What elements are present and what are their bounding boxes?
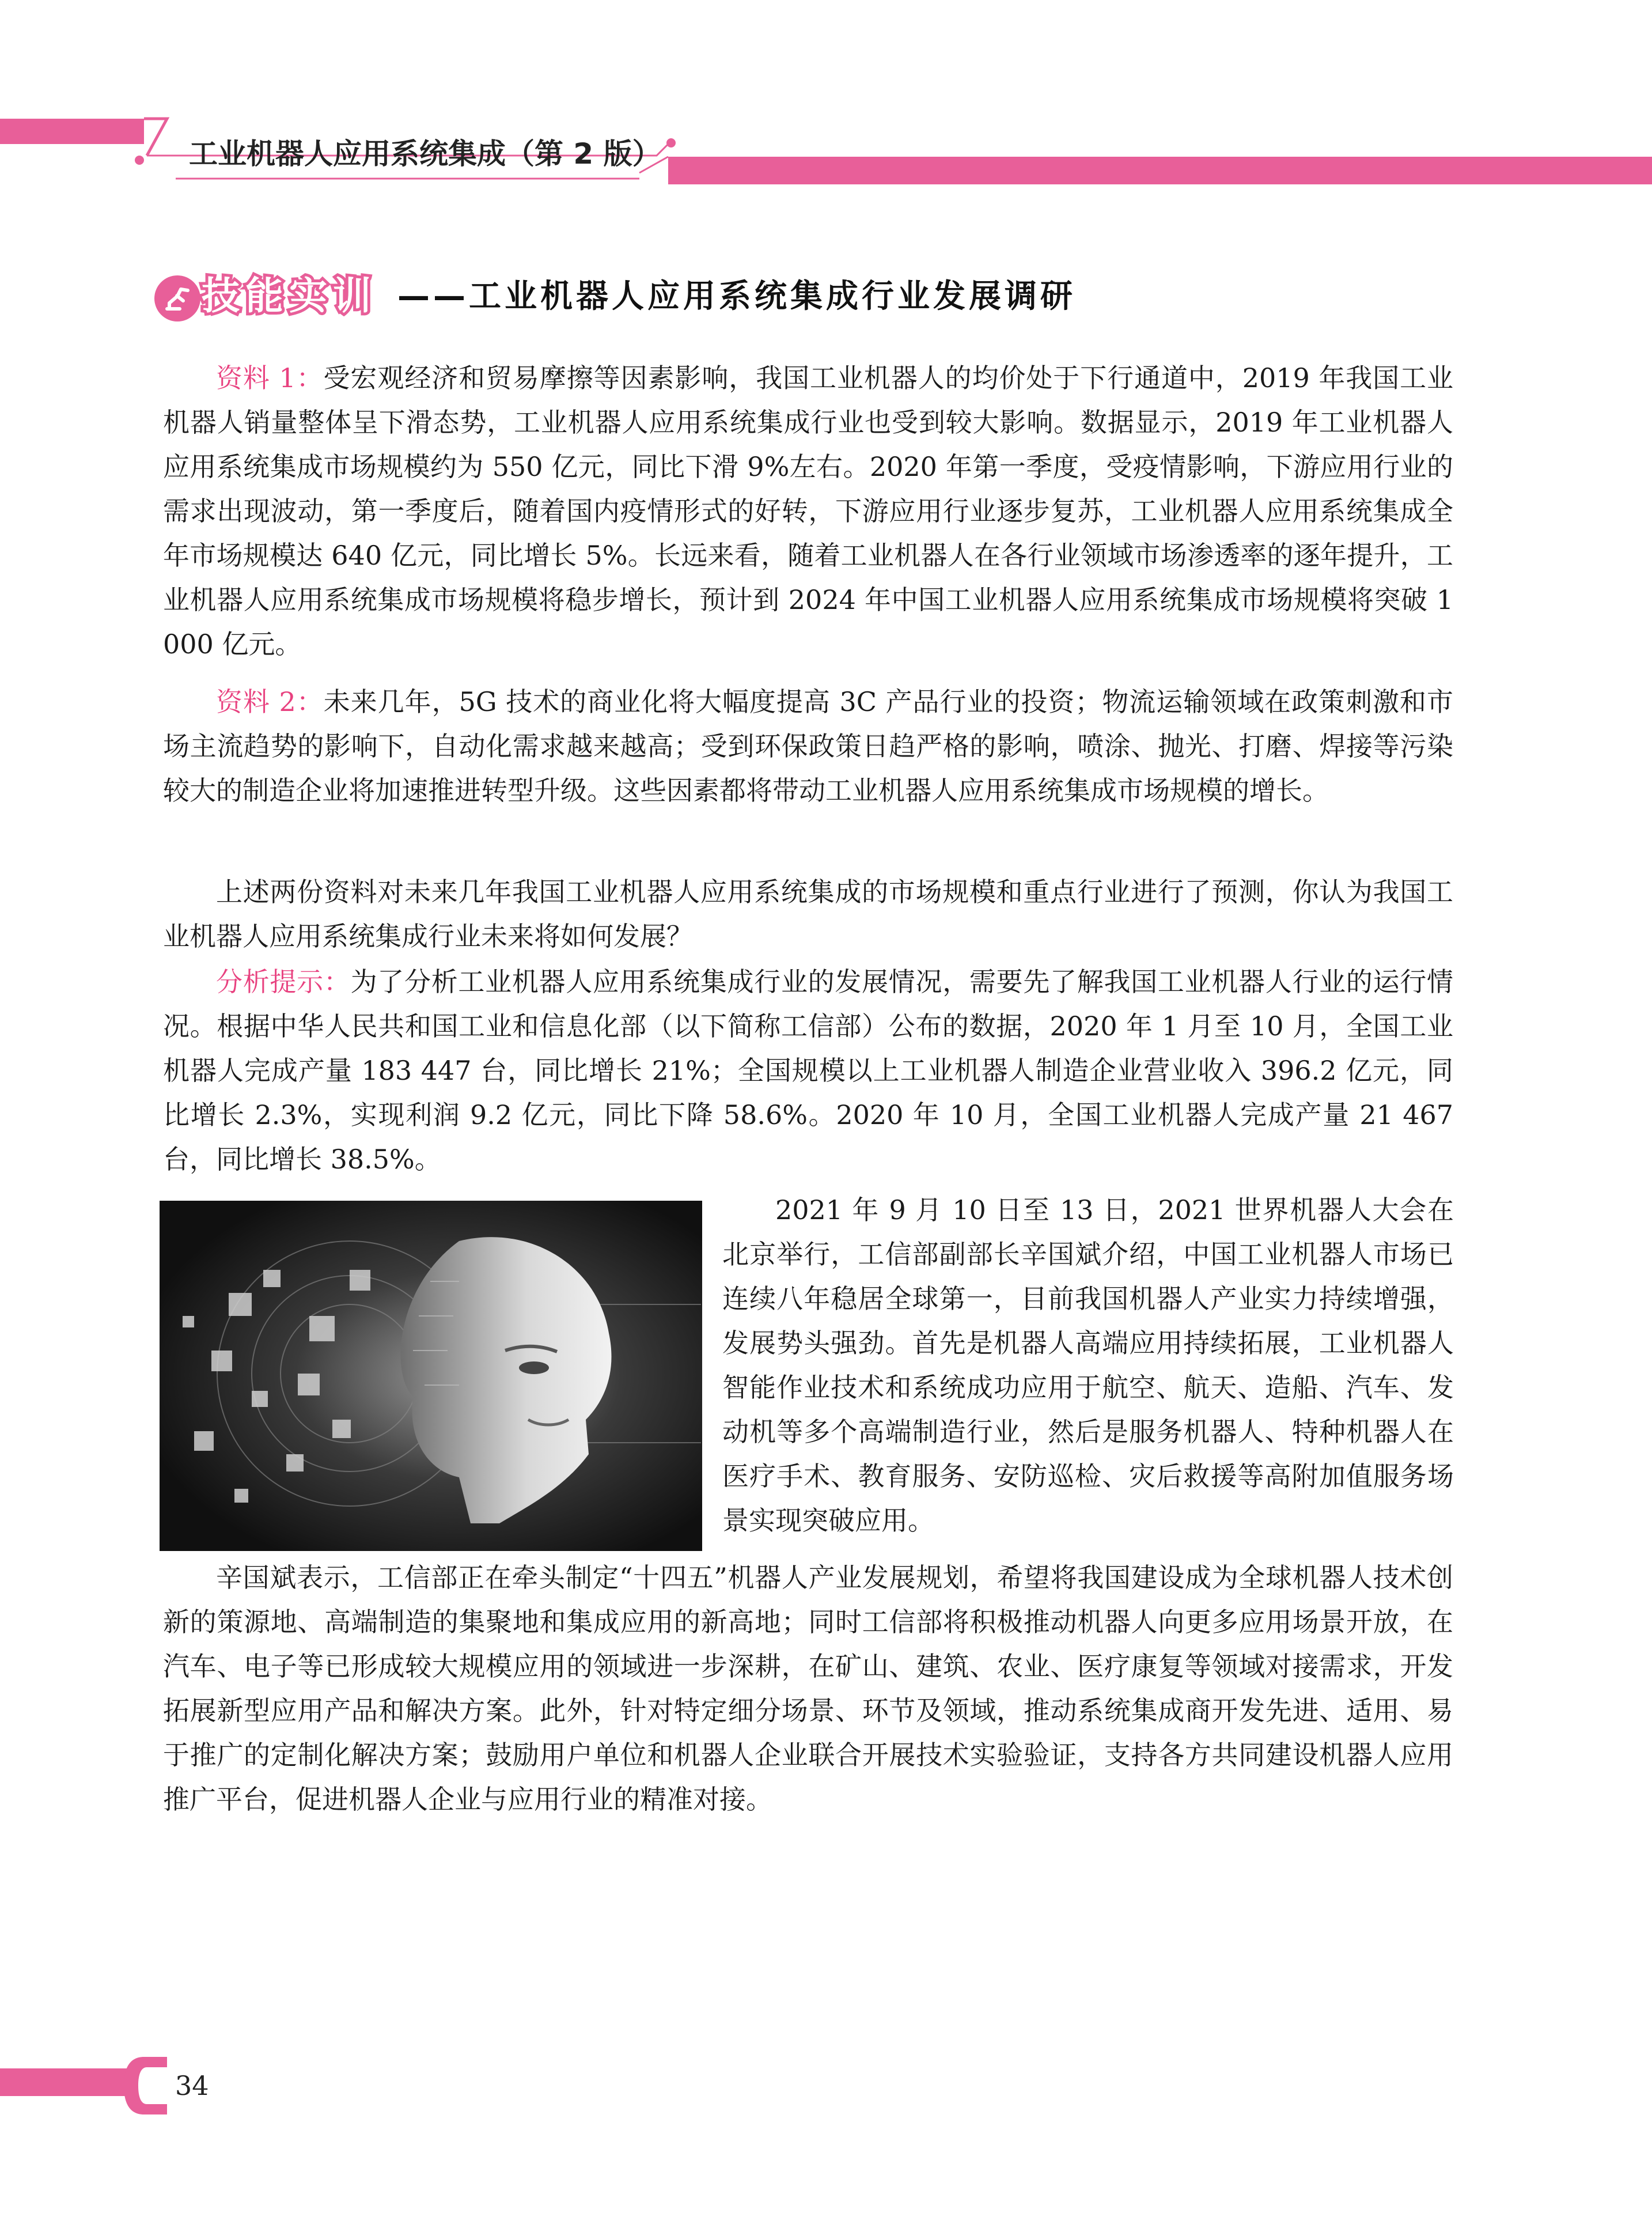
paragraph-fourteenth-five-year-plan: 辛国斌表示，工信部正在牵头制定“十四五”机器人产业发展规划，希望将我国建设成为全球机器人技术创新的策源地、高端制造的集聚地和集成应用的新高地；同时工信部将积极推动机器人向更多应用场景开放，在汽车、电子等已形成较大规模应用的领域进一步深耕，在矿山、建筑、农业、医疗康复等领域对接需求，开发拓展新型应用产品和解决方案。此外，针对特定细分场景、环节及领域，推动系统集成商开发先进、适用、易于推广的定制化解决方案；鼓励用户单位和机器人企业联合开展技术实验验证，支持各方共同建设机器人应用推广平台，促进机器人企业与应用行业的精准对接。 — [163, 1562, 1453, 1815]
footer-accent-shape — [0, 2051, 190, 2120]
paragraph-analysis-hint — [163, 960, 1453, 1182]
paragraph-material-2 — [163, 680, 1453, 813]
section-label: 技能实训 — [202, 274, 377, 318]
page-number: 34 — [175, 2070, 209, 2101]
paragraph-question — [163, 870, 1453, 959]
header-accent-bar-right — [668, 157, 1652, 184]
paragraph-text: 未来几年，5G 技术的商业化将大幅度提高 3C 产品行业的投资；物流运输领域在政策刺激和市场主流趋势的影响下，自动化需求越来越高；受到环保政策日趋严格的影响，喷涂、抛光、打磨、焊接等污染较大的制造企业将加速推进转型升级。这些因素都将带动工业机器人应用系统集成市场规模的增长。 — [163, 686, 1454, 806]
book-title: 工业机器人应用系统集成（第 2 版） — [189, 137, 661, 171]
paragraph-text: 为了分析工业机器人应用系统集成行业的发展情况，需要先了解我国工业机器人行业的运行情况。根据中华人民共和国工业和信息化部（以下简称工信部）公布的数据，2020 年 1 月至 10 月，全国工业机器人完成产量 183 447 台，同比增长 21%；全国规模以上工业机器人制造企业营业收入 396.2 亿元，同比增长 2.3%，实现利润 9.2 亿元，同比下降 58.6%。2020 年 10 月，全国工业机器人完成产量 21 467 台，同比增长 38.5%。 — [163, 966, 1454, 1175]
paragraph-text: 上述两份资料对未来几年我国工业机器人应用系统集成的市场规模和重点行业进行了预测，你认为我国工业机器人应用系统集成行业未来将如何发展？ — [163, 876, 1453, 952]
paragraph-text: 受宏观经济和贸易摩擦等因素影响，我国工业机器人的均价处于下行通道中，2019 年我国工业机器人销量整体呈下滑态势，工业机器人应用系统集成行业也受到较大影响。数据显示，2019 年工业机器人应用系统集成市场规模约为 550 亿元，同比下滑 9%左右。2020 年第一季度，受疫情影响，下游应用行业的需求出现波动，第一季度后，随着国内疫情形式的好转，下游应用行业逐步复苏，工业机器人应用系统集成全年市场规模达 640 亿元，同比增长 5%。长远来看，随着工业机器人在各行业领域市场渗透率的逐年提升，工业机器人应用系统集成市场规模将稳步增长，预计到 2024 年中国工业机器人应用系统集成市场规模将突破 1 000 亿元。 — [163, 362, 1453, 660]
paragraph-label: 资料 1： — [216, 362, 324, 394]
ai-head-illustration — [160, 1201, 702, 1551]
paragraph-material-1 — [163, 356, 1453, 667]
section-subtitle: ——工业机器人应用系统集成行业发展调研 — [397, 278, 1076, 315]
paragraph-world-robot-conference: 2021 年 9 月 10 日至 13 日，2021 世界机器人大会在北京举行，工信部副部长辛国斌介绍，中国工业机器人市场已连续八年稳居全球第一，目前我国机器人产业实力持续增强，发展势头强劲。首先是机器人高端应用持续拓展，工业机器人智能作业技术和系统成功应用于航空、航天、造船、汽车、发动机等多个高端制造行业，然后是服务机器人、特种机器人在医疗手术、教育服务、安防巡检、灾后救援等高附加值服务场景实现突破应用。 — [722, 1194, 1454, 1536]
robot-arm-icon — [154, 275, 200, 321]
paragraph-label: 分析提示： — [216, 966, 351, 997]
paragraph-label: 资料 2： — [216, 686, 324, 717]
